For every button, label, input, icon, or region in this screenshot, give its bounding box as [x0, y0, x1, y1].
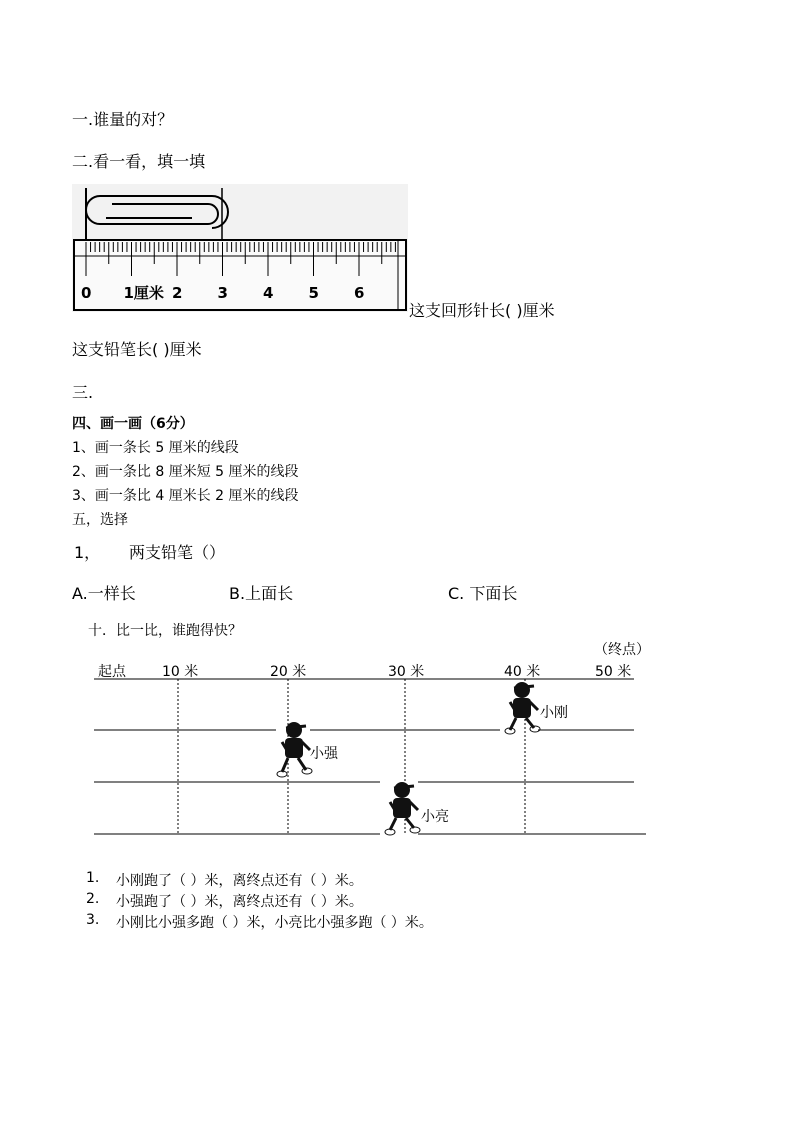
runner-xiaogang-icon [505, 682, 540, 734]
section5-q1-number: 1， [74, 543, 101, 562]
label-30m: 30 米 [388, 664, 425, 680]
ruler-label: 4 [263, 284, 274, 302]
ruler-label: 3 [217, 284, 228, 302]
section1-title: 一.谁量的对？ [72, 110, 174, 129]
clip-length-question: 这支回形针长( )厘米 [409, 301, 555, 320]
runner-xiaoqiang-label: 小强 [310, 746, 338, 762]
section3-title: 三. [72, 383, 94, 402]
section5-title: 五，选择 [72, 512, 128, 528]
runner-xiaoliang-icon [385, 782, 420, 835]
ruler-label: 2 [172, 284, 183, 302]
section2-title: 二.看一看，填一填 [72, 152, 206, 171]
ruler-label: 5 [308, 284, 319, 302]
runner-xiaoqiang-icon [277, 722, 312, 777]
ruler-with-paperclip-figure [72, 184, 408, 312]
ruler-label: 1厘米 [123, 284, 164, 302]
finish-note: （终点） [594, 642, 650, 658]
option-a: A.一样长 [72, 584, 136, 603]
label-20m: 20 米 [270, 664, 307, 680]
section10-title: 十．比一比，谁跑得快？ [88, 623, 242, 639]
question-1-number: 1. [86, 870, 100, 886]
label-10m: 10 米 [162, 664, 199, 680]
question-2-number: 2. [86, 891, 100, 907]
option-b: B.上面长 [229, 584, 294, 603]
option-c: C. 下面长 [448, 584, 518, 603]
race-track-figure [88, 636, 652, 842]
label-start: 起点 [98, 664, 126, 680]
runner-xiaogang-label: 小刚 [540, 705, 568, 721]
label-40m: 40 米 [504, 664, 541, 680]
section4-item-3: 3、画一条比 4 厘米长 2 厘米的线段 [72, 488, 299, 504]
runner-xiaoliang-label: 小亮 [421, 809, 449, 825]
section4-item-2: 2、画一条比 8 厘米短 5 厘米的线段 [72, 464, 299, 480]
question-2-text: 小强跑了（ ）米，离终点还有（ ）米。 [116, 894, 363, 910]
pencil-length-question: 这支铅笔长( )厘米 [72, 340, 202, 359]
section4-item-1: 1、画一条长 5 厘米的线段 [72, 440, 239, 456]
question-1-text: 小刚跑了（ ）米，离终点还有（ ）米。 [116, 873, 363, 889]
question-3-number: 3. [86, 912, 100, 928]
section5-q1-text: 两支铅笔（） [129, 543, 226, 562]
section4-title: 四、画一画（6分） [72, 416, 194, 432]
question-3-text: 小刚比小强多跑（ ）米，小亮比小强多跑（ ）米。 [116, 915, 433, 931]
ruler-label: 0 [81, 284, 92, 302]
label-50m: 50 米 [595, 664, 632, 680]
ruler-label: 6 [354, 284, 365, 302]
